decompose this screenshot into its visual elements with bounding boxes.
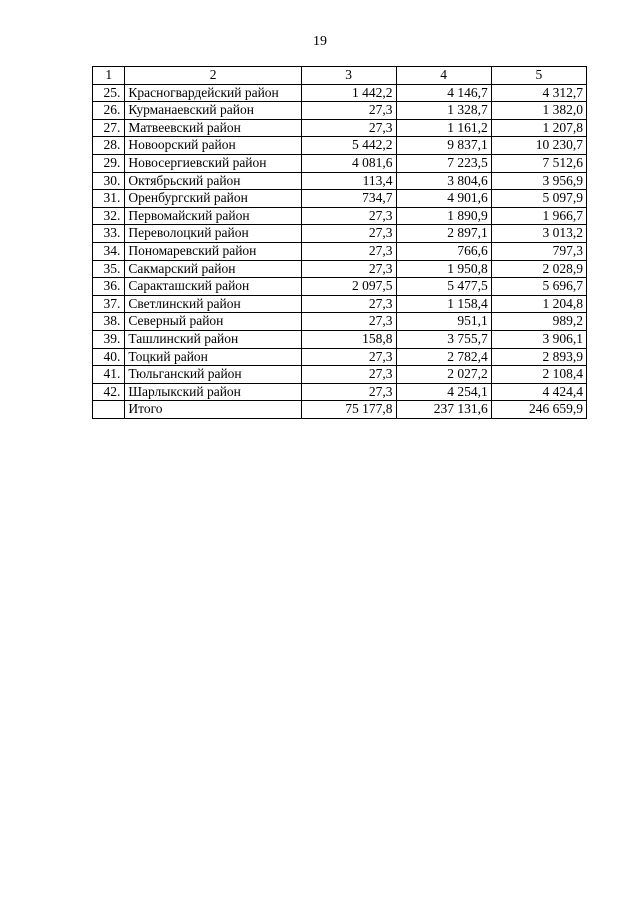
row-number-cell: 35. [93, 260, 125, 278]
table-total-row [93, 401, 587, 419]
district-name-cell: Новосергиевский район [125, 154, 301, 172]
table-row [93, 172, 587, 190]
value-col3-cell: 27,3 [301, 313, 396, 331]
row-number-cell: 41. [93, 366, 125, 384]
value-col5-cell: 4 424,4 [491, 383, 586, 401]
value-col4-cell: 1 161,2 [396, 119, 491, 137]
value-col5-cell: 2 108,4 [491, 366, 586, 384]
row-number-cell: 27. [93, 119, 125, 137]
value-col3-cell: 734,7 [301, 190, 396, 208]
district-name-cell: Саракташский район [125, 278, 301, 296]
row-number-cell: 30. [93, 172, 125, 190]
row-number-cell: 29. [93, 154, 125, 172]
table-row [93, 190, 587, 208]
value-col5-cell: 1 204,8 [491, 295, 586, 313]
row-number-cell: 37. [93, 295, 125, 313]
value-col3-cell: 27,3 [301, 207, 396, 225]
district-name-cell: Новоорский район [125, 137, 301, 155]
header-cell-2: 2 [125, 67, 301, 85]
district-name-cell: Тоцкий район [125, 348, 301, 366]
value-col5-cell: 3 013,2 [491, 225, 586, 243]
value-col4-cell: 3 804,6 [396, 172, 491, 190]
table-row [93, 278, 587, 296]
value-col4-cell: 2 782,4 [396, 348, 491, 366]
value-col4-cell: 4 901,6 [396, 190, 491, 208]
table-row [93, 119, 587, 137]
value-col4-cell: 2 897,1 [396, 225, 491, 243]
row-number-cell [93, 401, 125, 419]
value-col5-cell: 7 512,6 [491, 154, 586, 172]
value-col3-cell: 27,3 [301, 295, 396, 313]
row-number-cell: 42. [93, 383, 125, 401]
value-col5-cell: 10 230,7 [491, 137, 586, 155]
table-header-row [93, 67, 587, 85]
value-col3-cell: 75 177,8 [301, 401, 396, 419]
value-col5-cell: 2 028,9 [491, 260, 586, 278]
district-name-cell: Пономаревский район [125, 242, 301, 260]
table-row [93, 383, 587, 401]
row-number-cell: 39. [93, 330, 125, 348]
value-col5-cell: 246 659,9 [491, 401, 586, 419]
value-col3-cell: 27,3 [301, 383, 396, 401]
value-col4-cell: 3 755,7 [396, 330, 491, 348]
value-col5-cell: 1 207,8 [491, 119, 586, 137]
row-number-cell: 31. [93, 190, 125, 208]
value-col3-cell: 158,8 [301, 330, 396, 348]
district-name-cell: Сакмарский район [125, 260, 301, 278]
value-col4-cell: 1 328,7 [396, 102, 491, 120]
table-row [93, 295, 587, 313]
value-col3-cell: 27,3 [301, 366, 396, 384]
table-row [93, 330, 587, 348]
value-col5-cell: 4 312,7 [491, 84, 586, 102]
district-name-cell: Шарлыкский район [125, 383, 301, 401]
value-col3-cell: 4 081,6 [301, 154, 396, 172]
row-number-cell: 32. [93, 207, 125, 225]
value-col4-cell: 951,1 [396, 313, 491, 331]
row-number-cell: 34. [93, 242, 125, 260]
header-cell-5: 5 [491, 67, 586, 85]
value-col5-cell: 1 382,0 [491, 102, 586, 120]
table-row [93, 313, 587, 331]
table-row [93, 242, 587, 260]
table-row [93, 154, 587, 172]
table-row [93, 137, 587, 155]
value-col4-cell: 2 027,2 [396, 366, 491, 384]
value-col3-cell: 27,3 [301, 102, 396, 120]
district-name-cell: Тюльганский район [125, 366, 301, 384]
row-number-cell: 38. [93, 313, 125, 331]
value-col5-cell: 2 893,9 [491, 348, 586, 366]
value-col4-cell: 766,6 [396, 242, 491, 260]
value-col3-cell: 2 097,5 [301, 278, 396, 296]
value-col4-cell: 4 146,7 [396, 84, 491, 102]
header-cell-1: 1 [93, 67, 125, 85]
header-cell-4: 4 [396, 67, 491, 85]
row-number-cell: 36. [93, 278, 125, 296]
table-row [93, 260, 587, 278]
table-row [93, 207, 587, 225]
district-name-cell: Ташлинский район [125, 330, 301, 348]
row-number-cell: 40. [93, 348, 125, 366]
value-col5-cell: 5 696,7 [491, 278, 586, 296]
district-name-cell: Матвеевский район [125, 119, 301, 137]
row-number-cell: 33. [93, 225, 125, 243]
value-col3-cell: 27,3 [301, 225, 396, 243]
value-col5-cell: 3 906,1 [491, 330, 586, 348]
data-table [92, 66, 587, 419]
value-col4-cell: 1 890,9 [396, 207, 491, 225]
value-col3-cell: 27,3 [301, 242, 396, 260]
table-row [93, 348, 587, 366]
value-col3-cell: 27,3 [301, 260, 396, 278]
value-col3-cell: 27,3 [301, 348, 396, 366]
district-name-cell: Итого [125, 401, 301, 419]
value-col5-cell: 989,2 [491, 313, 586, 331]
value-col4-cell: 1 950,8 [396, 260, 491, 278]
district-name-cell: Северный район [125, 313, 301, 331]
value-col5-cell: 1 966,7 [491, 207, 586, 225]
table-row [93, 225, 587, 243]
district-name-cell: Курманаевский район [125, 102, 301, 120]
district-name-cell: Красногвардейский район [125, 84, 301, 102]
value-col4-cell: 9 837,1 [396, 137, 491, 155]
row-number-cell: 28. [93, 137, 125, 155]
value-col3-cell: 1 442,2 [301, 84, 396, 102]
value-col5-cell: 3 956,9 [491, 172, 586, 190]
district-name-cell: Октябрьский район [125, 172, 301, 190]
value-col5-cell: 797,3 [491, 242, 586, 260]
page-number: 19 [313, 34, 327, 49]
table-row [93, 366, 587, 384]
row-number-cell: 25. [93, 84, 125, 102]
value-col4-cell: 1 158,4 [396, 295, 491, 313]
value-col3-cell: 5 442,2 [301, 137, 396, 155]
value-col4-cell: 237 131,6 [396, 401, 491, 419]
table-row [93, 84, 587, 102]
table-row [93, 102, 587, 120]
district-name-cell: Первомайский район [125, 207, 301, 225]
value-col4-cell: 7 223,5 [396, 154, 491, 172]
district-name-cell: Светлинский район [125, 295, 301, 313]
value-col3-cell: 27,3 [301, 119, 396, 137]
header-cell-3: 3 [301, 67, 396, 85]
row-number-cell: 26. [93, 102, 125, 120]
value-col4-cell: 4 254,1 [396, 383, 491, 401]
value-col4-cell: 5 477,5 [396, 278, 491, 296]
value-col5-cell: 5 097,9 [491, 190, 586, 208]
district-name-cell: Оренбургский район [125, 190, 301, 208]
value-col3-cell: 113,4 [301, 172, 396, 190]
district-name-cell: Переволоцкий район [125, 225, 301, 243]
